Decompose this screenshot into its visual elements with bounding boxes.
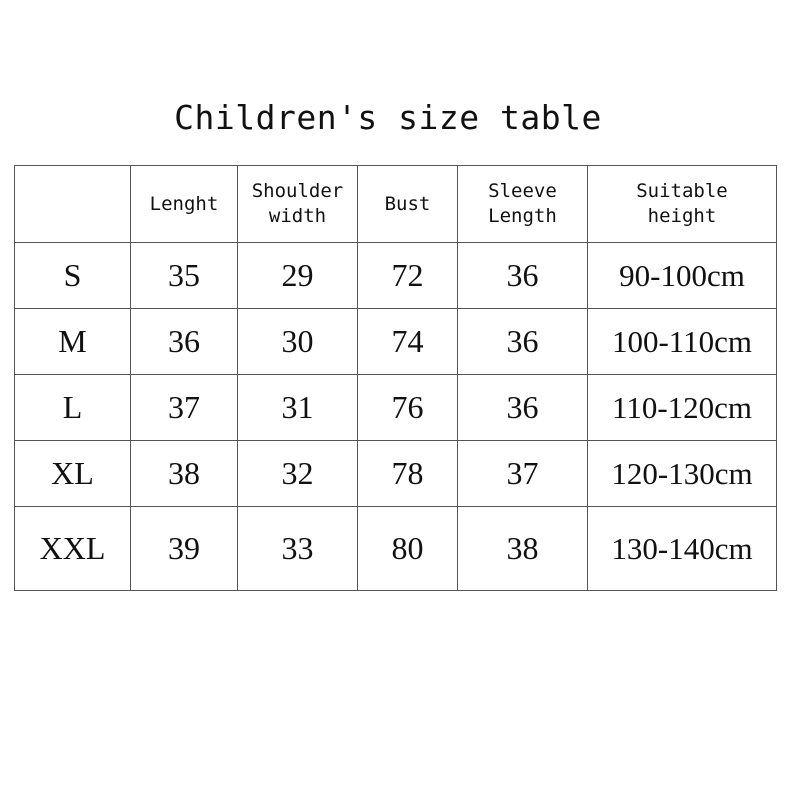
shoulder-cell: 33 — [238, 507, 358, 591]
size-cell: XL — [15, 441, 131, 507]
height-cell: 100-110cm — [588, 309, 777, 375]
bust-cell: 80 — [358, 507, 458, 591]
size-table — [14, 165, 777, 591]
height-cell: 90-100cm — [588, 243, 777, 309]
table-row — [15, 375, 777, 441]
length-cell: 39 — [131, 507, 238, 591]
sleeve-cell: 38 — [458, 507, 588, 591]
length-cell: 36 — [131, 309, 238, 375]
size-cell: M — [15, 309, 131, 375]
height-cell: 110-120cm — [588, 375, 777, 441]
bust-cell: 72 — [358, 243, 458, 309]
length-cell: 38 — [131, 441, 238, 507]
sleeve-cell: 36 — [458, 375, 588, 441]
header-row — [15, 166, 777, 243]
shoulder-cell: 29 — [238, 243, 358, 309]
bust-cell: 76 — [358, 375, 458, 441]
shoulder-cell: 31 — [238, 375, 358, 441]
header-size — [15, 166, 131, 243]
table-row — [15, 507, 777, 591]
length-cell: 37 — [131, 375, 238, 441]
size-cell: S — [15, 243, 131, 309]
size-cell: XXL — [15, 507, 131, 591]
table-row — [15, 243, 777, 309]
shoulder-cell: 30 — [238, 309, 358, 375]
table-row — [15, 441, 777, 507]
sleeve-cell: 36 — [458, 243, 588, 309]
header-sleeve-length: Sleeve Length — [458, 166, 588, 243]
table-row — [15, 309, 777, 375]
shoulder-cell: 32 — [238, 441, 358, 507]
header-bust: Bust — [358, 166, 458, 243]
height-cell: 120-130cm — [588, 441, 777, 507]
sleeve-cell: 36 — [458, 309, 588, 375]
height-cell: 130-140cm — [588, 507, 777, 591]
header-suitable-height: Suitable height — [588, 166, 777, 243]
header-shoulder-width: Shoulder width — [238, 166, 358, 243]
length-cell: 35 — [131, 243, 238, 309]
sleeve-cell: 37 — [458, 441, 588, 507]
header-length: Lenght — [131, 166, 238, 243]
bust-cell: 74 — [358, 309, 458, 375]
page-title: Children's size table — [174, 98, 602, 137]
size-cell: L — [15, 375, 131, 441]
bust-cell: 78 — [358, 441, 458, 507]
